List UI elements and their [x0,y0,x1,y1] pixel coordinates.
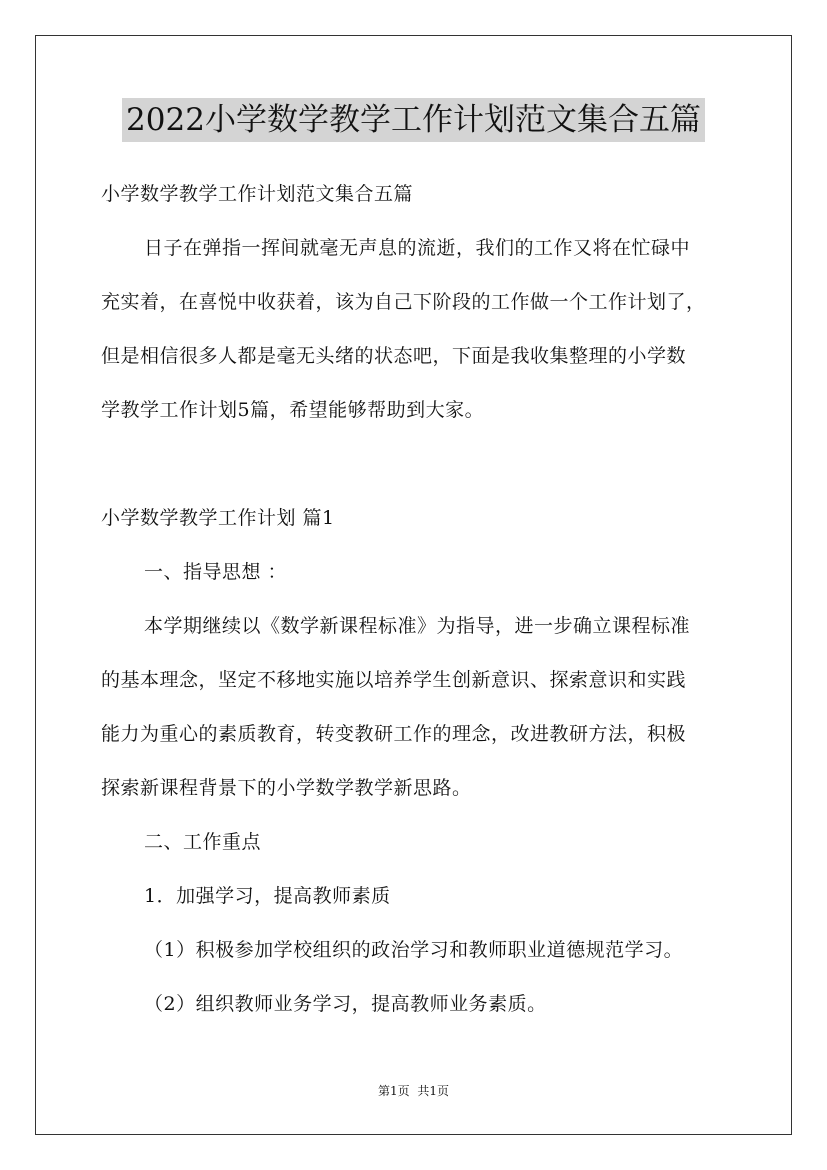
subtitle: 小学数学教学工作计划范文集合五篇 [101,183,414,205]
paragraph-line-2: 的基本理念，坚定不移地实施以培养学生创新意识、探索意识和实践 [101,669,687,691]
paragraph-line-1: 本学期继续以《数学新课程标准》为指导，进一步确立课程标准 [144,615,691,637]
intro-line-2: 充实着，在喜悦中收获着，该为自己下阶段的工作做一个工作计划了， [101,291,706,313]
paragraph-line-4: 探索新课程背景下的小学数学教学新思路。 [101,777,472,799]
paragraph-line-3: 能力为重心的素质教育，转变教研工作的理念，改进教研方法，积极 [101,723,687,745]
intro-line-3: 但是相信很多人都是毫无头绪的状态吧，下面是我收集整理的小学数 [101,345,687,367]
page-footer [0,1082,827,1099]
page-total: 共1页 [417,1084,450,1098]
document-title-text: 2022小学数学教学工作计划范文集合五篇 [122,98,705,142]
document-title [0,98,827,142]
heading-guiding-ideas: 一、指导思想 ： [144,561,288,583]
list-item-1: 1．加强学习，提高教师素质 [144,885,391,907]
intro-line-1: 日子在弹指一挥间就毫无声息的流逝，我们的工作又将在忙碌中 [144,237,691,259]
heading-work-focus: 二、工作重点 [144,831,262,853]
page-number: 第1页 [377,1084,410,1098]
section-heading: 小学数学教学工作计划 篇1 [101,507,335,529]
sub-item-1: （1）积极参加学校组织的政治学习和教师职业道德规范学习。 [144,939,684,961]
intro-line-4: 学教学工作计划5篇，希望能够帮助到大家。 [101,399,485,421]
sub-item-2: （2）组织教师业务学习，提高教师业务素质。 [144,993,547,1015]
